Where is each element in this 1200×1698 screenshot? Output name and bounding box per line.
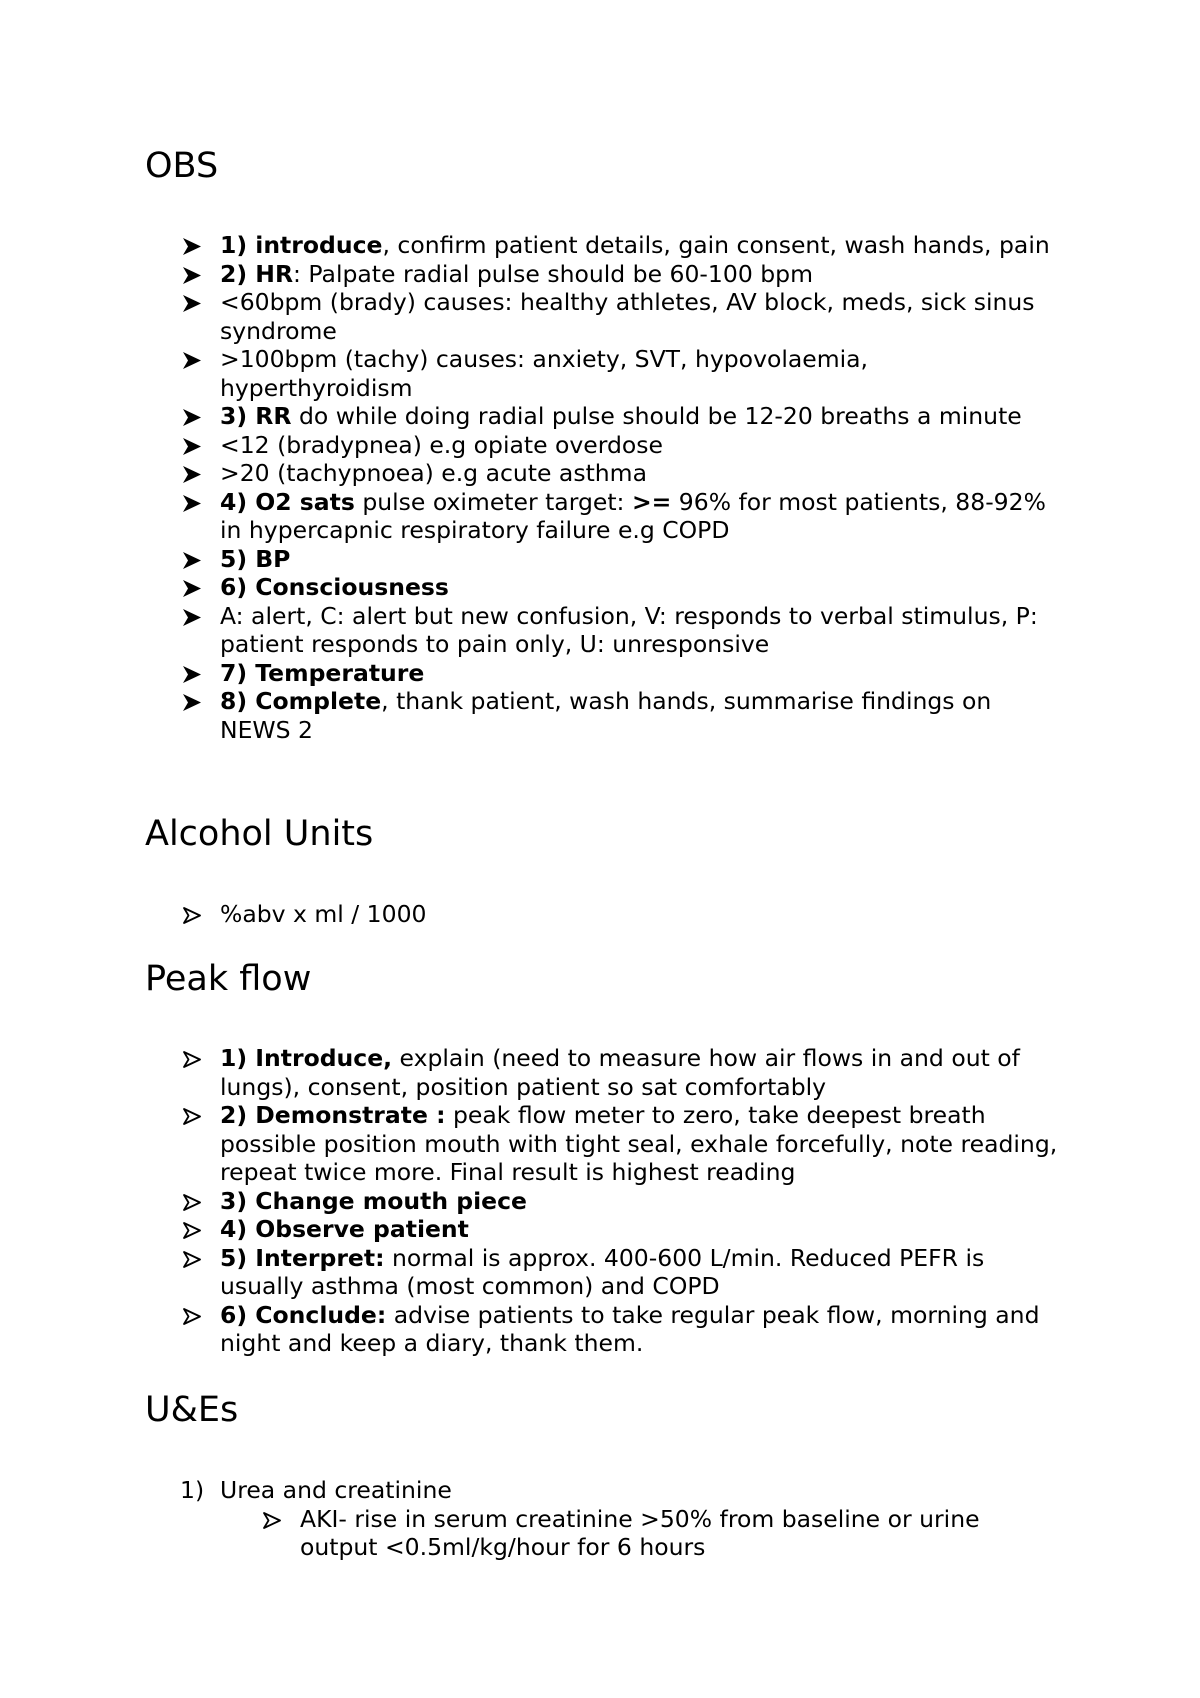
- arrowhead-bullet-icon: [182, 694, 202, 711]
- list-item: 1) Urea and creatinine: [180, 1476, 452, 1504]
- arrowhead-bullet-icon: [182, 466, 202, 483]
- arrowhead-bullet-icon: [182, 238, 202, 255]
- list-item: 5) BP: [0, 545, 1060, 574]
- arrowhead-bullet-icon: [182, 609, 202, 626]
- list-item: 4) O2 sats pulse oximeter target: >= 96% for most patients, 88-92% in hypercapnic respiratory failure e.g COPD: [0, 488, 1060, 545]
- list-item: 1) Introduce, explain (need to measure how air flows in and out of lungs), consent, position patient so sat comfortably: [0, 1044, 1060, 1101]
- list-item: <60bpm (brady) causes: healthy athletes, AV block, meds, sick sinus syndrome: [0, 288, 1060, 345]
- arrowhead-outline-bullet-icon: [182, 1051, 202, 1068]
- arrowhead-bullet-icon: [182, 352, 202, 369]
- arrowhead-outline-bullet-icon: [182, 907, 202, 924]
- list-item: 1) introduce, confirm patient details, gain consent, wash hands, pain: [0, 231, 1060, 260]
- arrowhead-bullet-icon: [182, 267, 202, 284]
- arrowhead-outline-bullet-icon: [182, 1222, 202, 1239]
- arrowhead-outline-bullet-icon: [262, 1512, 282, 1529]
- arrowhead-outline-bullet-icon: [182, 1251, 202, 1268]
- arrowhead-bullet-icon: [182, 552, 202, 569]
- list-item: >20 (tachypnoea) e.g acute asthma: [0, 459, 1060, 488]
- list-item: 2) HR: Palpate radial pulse should be 60-100 bpm: [0, 260, 1060, 289]
- list-item: 3) Change mouth piece: [0, 1187, 1060, 1216]
- section-heading-alcohol-units: Alcohol Units: [145, 814, 374, 854]
- list-item: 8) Complete, thank patient, wash hands, summarise findings on NEWS 2: [0, 687, 1060, 744]
- list-item: >100bpm (tachy) causes: anxiety, SVT, hypovolaemia, hyperthyroidism: [0, 345, 1060, 402]
- ues-list: [0, 1476, 1200, 1562]
- arrowhead-outline-bullet-icon: [182, 1108, 202, 1125]
- list-item: 2) Demonstrate : peak flow meter to zero, take deepest breath possible position mouth with tight seal, exhale forcefully, note reading, repeat twice more. Final result is highest reading: [0, 1101, 1060, 1187]
- arrowhead-bullet-icon: [182, 409, 202, 426]
- list-number: 1): [180, 1476, 205, 1504]
- arrowhead-bullet-icon: [182, 295, 202, 312]
- arrowhead-bullet-icon: [182, 580, 202, 597]
- section-heading-ues: U&Es: [145, 1390, 239, 1430]
- list-item: 6) Conclude: advise patients to take regular peak flow, morning and night and keep a diary, thank them.: [0, 1301, 1060, 1358]
- list-item: 6) Consciousness: [0, 573, 1060, 602]
- list-item: A: alert, C: alert but new confusion, V: responds to verbal stimulus, P: patient responds to pain only, U: unresponsive: [0, 602, 1060, 659]
- list-item: 3) RR do while doing radial pulse should be 12-20 breaths a minute: [0, 402, 1060, 431]
- obs-list: [0, 231, 1200, 744]
- section-heading-obs: OBS: [145, 146, 219, 186]
- list-item: 4) Observe patient: [0, 1215, 1060, 1244]
- peak-flow-list: [0, 1044, 1200, 1358]
- list-item: AKI- rise in serum creatinine >50% from baseline or urine output <0.5ml/kg/hour for 6 hours: [0, 1505, 1060, 1562]
- list-item: 7) Temperature: [0, 659, 1060, 688]
- arrowhead-outline-bullet-icon: [182, 1308, 202, 1325]
- list-item: 5) Interpret: normal is approx. 400-600 L/min. Reduced PEFR is usually asthma (most common) and COPD: [0, 1244, 1060, 1301]
- alcohol-list: [0, 900, 1200, 929]
- section-heading-peak-flow: Peak flow: [145, 959, 312, 999]
- arrowhead-bullet-icon: [182, 495, 202, 512]
- list-item: %abv x ml / 1000: [0, 900, 1060, 929]
- list-item: <12 (bradypnea) e.g opiate overdose: [0, 431, 1060, 460]
- arrowhead-bullet-icon: [182, 438, 202, 455]
- arrowhead-outline-bullet-icon: [182, 1194, 202, 1211]
- arrowhead-bullet-icon: [182, 666, 202, 683]
